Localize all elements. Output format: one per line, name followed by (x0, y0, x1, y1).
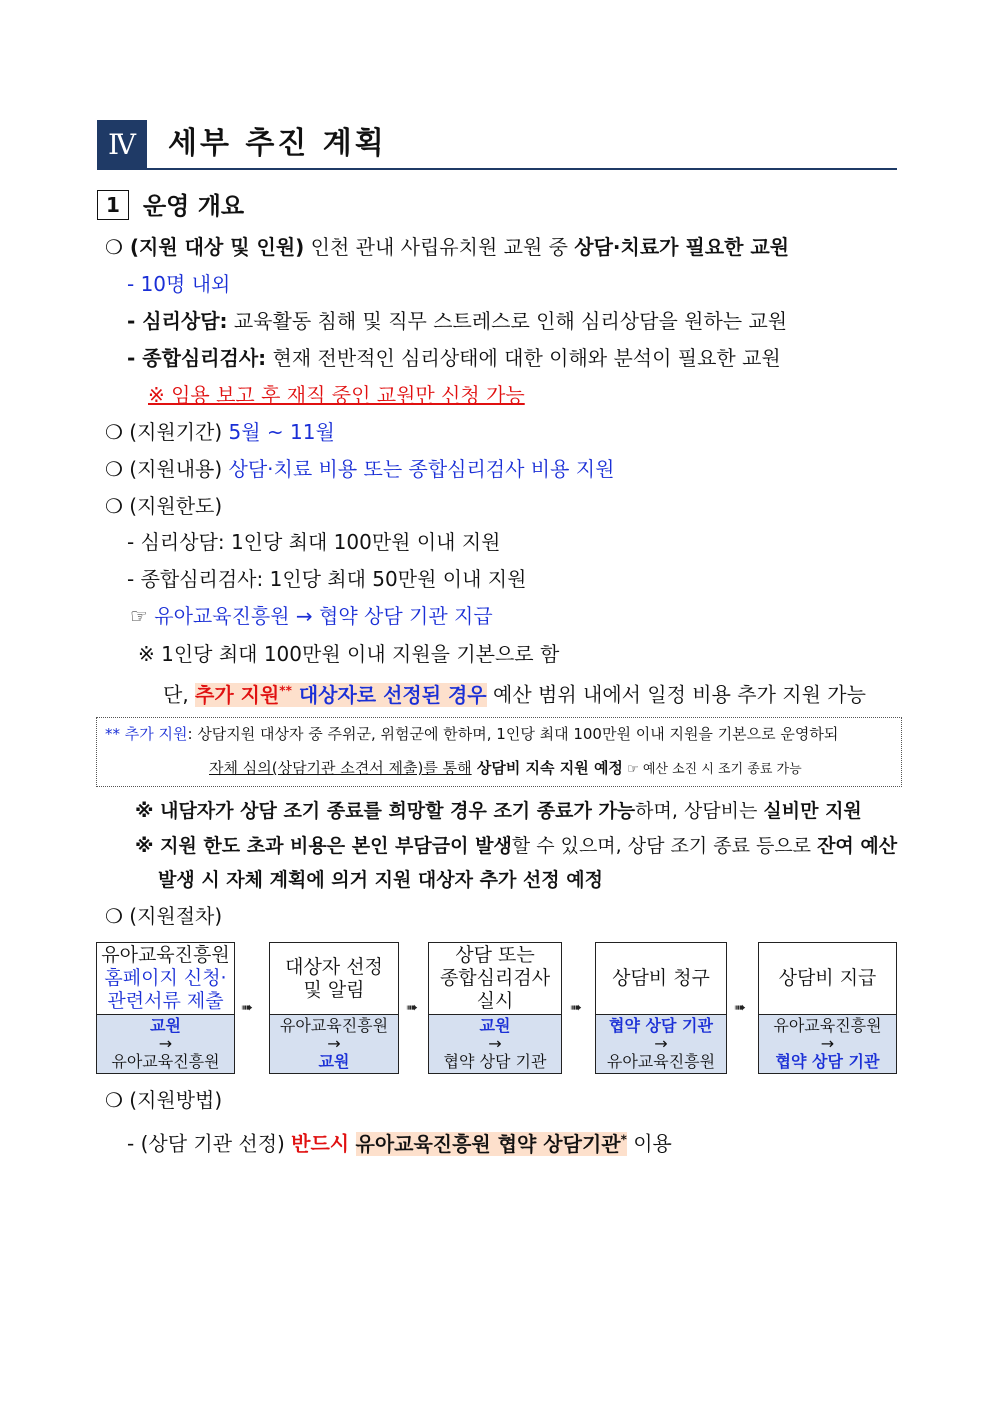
flow-step-5-from: 유아교육진흥원 (773, 1016, 882, 1035)
flow-step-3-from: 교원 (479, 1016, 511, 1035)
additional-selection-note: 발생 시 자체 계획에 의거 지원 대상자 추가 선정 예정 (158, 869, 603, 891)
flow-step-1 (96, 942, 235, 1074)
flow-step-3 (428, 942, 562, 1074)
flow-arrow-icon: ➠ (406, 1000, 418, 1016)
flow-step-1-arrow: → (158, 1034, 173, 1053)
flow-step-1-to: 유아교육진흥원 (111, 1052, 220, 1071)
limit-line: ❍ (지원한도) (105, 494, 223, 518)
flow-arrow-icon: ➠ (570, 1000, 582, 1016)
flow-step-5 (758, 942, 897, 1074)
counseling-line (127, 307, 787, 335)
method-line: ❍ (지원방법) (105, 1088, 223, 1112)
flow-step-4-title-1: 상담비 청구 (612, 967, 710, 989)
excess-cost-note (135, 832, 897, 860)
flow-arrow-icon: ➠ (734, 1000, 746, 1016)
period-value: 5월 ~ 11월 (228, 420, 335, 444)
pointer-icon: ☞ (130, 604, 155, 628)
footnote-continue: 상담비 지속 지원 예정 (471, 759, 623, 777)
footnote-box (96, 717, 902, 787)
flow-step-1-title-2: 홈페이지 신청· (104, 967, 227, 989)
agency-selection-line (127, 1125, 672, 1158)
counseling-label: - 심리상담: (127, 309, 228, 333)
period-line (105, 418, 335, 446)
content-line (105, 455, 614, 483)
basic-limit-note: ※ 1인당 최대 100만원 이내 지원을 기본으로 함 (138, 642, 560, 666)
flow-step-4-arrow: → (654, 1034, 668, 1053)
flow-arrow-icon: ➠ (241, 1000, 253, 1016)
early-termination-emph: ※ 내담자가 상담 조기 종료를 희망할 경우 조기 종료가 가능 (135, 800, 636, 822)
payment-flow-text: 유아교육진흥원 → 협약 상담 기관 지급 (154, 604, 493, 628)
use-text: 이용 (626, 1131, 672, 1156)
footnote-review: 자체 심의(상담기관 소견서 제출)를 통해 (209, 759, 472, 777)
flow-step-2-from: 유아교육진흥원 (279, 1016, 389, 1035)
must-text: 반드시 (291, 1131, 350, 1156)
flow-step-3-title-3: 실시 (476, 990, 514, 1012)
partner-agency-text: 유아교육진흥원 협약 상담기관* (355, 1131, 627, 1156)
eligibility-note: ※ 임용 보고 후 재직 중인 교원만 신청 가능 (148, 383, 525, 407)
flow-step-2 (269, 942, 399, 1074)
flow-step-4-from: 협약 상담 기관 (609, 1016, 713, 1035)
subsection-title: 운영 개요 (143, 192, 245, 220)
footnote-line-2 (209, 758, 802, 780)
excess-cost-text: 할 수 있으며, 상담 조기 종료 등으로 (511, 835, 818, 857)
section-title: 세부 추진 계획 (168, 126, 387, 161)
footnote-text-1: : 상담지원 대상자 중 주위군, 위험군에 한하며, 1인당 최대 100만원 이내 지원을 기본으로 운영하되 (187, 725, 839, 743)
procedure-line: ❍ (지원절차) (105, 904, 223, 928)
flow-step-2-to: 교원 (318, 1052, 350, 1071)
support-target-line (105, 233, 789, 261)
subsection-number: 1 (97, 190, 129, 220)
content-label: ❍ (지원내용) (105, 457, 229, 481)
selected-case-text: 대상자로 선정된 경우 (291, 682, 487, 707)
flow-step-2-arrow: → (327, 1034, 341, 1053)
footnote-budget: ☞ 예산 소진 시 조기 종료 가능 (622, 762, 802, 777)
flow-step-1-title-1: 유아교육진흥원 (101, 944, 230, 966)
support-target-emph: 상담·치료가 필요한 교원 (574, 235, 790, 259)
headcount-line: - 10명 내외 (127, 272, 231, 296)
additional-support-text: 예산 범위 내에서 일정 비용 추가 지원 가능 (486, 682, 866, 707)
excess-cost-emph: ※ 지원 한도 초과 비용은 본인 부담금이 발생 (135, 835, 512, 857)
flow-step-3-arrow: → (488, 1034, 502, 1053)
limit-psych-test: - 종합심리검사: 1인당 최대 50만원 이내 지원 (127, 567, 527, 591)
content-value: 상담·치료 비용 또는 종합심리검사 비용 지원 (228, 457, 615, 481)
limit-counseling: - 심리상담: 1인당 최대 100만원 이내 지원 (127, 530, 501, 554)
prefix-text: 단, (163, 682, 196, 707)
counseling-text: 교육활동 침해 및 직무 스트레스로 인해 심리상담을 원하는 교원 (227, 309, 788, 333)
flow-step-5-to: 협약 상담 기관 (775, 1052, 880, 1071)
additional-support-label: 추가 지원** (195, 682, 292, 707)
period-label: ❍ (지원기간) (105, 420, 229, 444)
flow-step-2-title-2: 및 알림 (303, 978, 365, 1001)
footnote-line-1 (105, 724, 838, 744)
footnote-label: ** 추가 지원 (105, 725, 188, 743)
flow-step-4 (595, 942, 727, 1074)
flow-step-3-to: 협약 상담 기관 (443, 1052, 547, 1071)
payment-flow-line (130, 602, 493, 630)
support-target-label: ❍ (지원 대상 및 인원) (105, 235, 305, 259)
flow-step-5-arrow: → (820, 1034, 835, 1053)
psych-test-text: 현재 전반적인 심리상태에 대한 이해와 분석이 필요한 교원 (266, 346, 781, 370)
additional-support-line (163, 676, 866, 709)
section-rule (97, 168, 897, 170)
support-target-text: 인천 관내 사립유치원 교원 중 (304, 235, 575, 259)
flow-step-3-title-1: 상담 또는 (455, 944, 535, 966)
flow-step-1-from: 교원 (150, 1016, 181, 1035)
agency-selection-label: - (상담 기관 선정) (127, 1131, 292, 1156)
flow-step-5-title-1: 상담비 지급 (778, 967, 877, 989)
flow-step-3-title-2: 종합심리검사 (439, 967, 551, 989)
flow-step-4-to: 유아교육진흥원 (606, 1052, 716, 1071)
psych-test-label: - 종합심리검사: (127, 346, 267, 370)
flow-step-1-title-3: 관련서류 제출 (107, 990, 224, 1012)
flow-step-2-title-1: 대상자 선정 (285, 955, 383, 978)
psych-test-line (127, 344, 781, 372)
remaining-budget-text: 잔여 예산 (817, 835, 898, 857)
early-termination-text: 하며, 상담비는 (635, 800, 764, 822)
section-number: Ⅳ (97, 120, 147, 168)
early-termination-note (135, 797, 862, 825)
actual-cost-text: 실비만 지원 (763, 800, 862, 822)
